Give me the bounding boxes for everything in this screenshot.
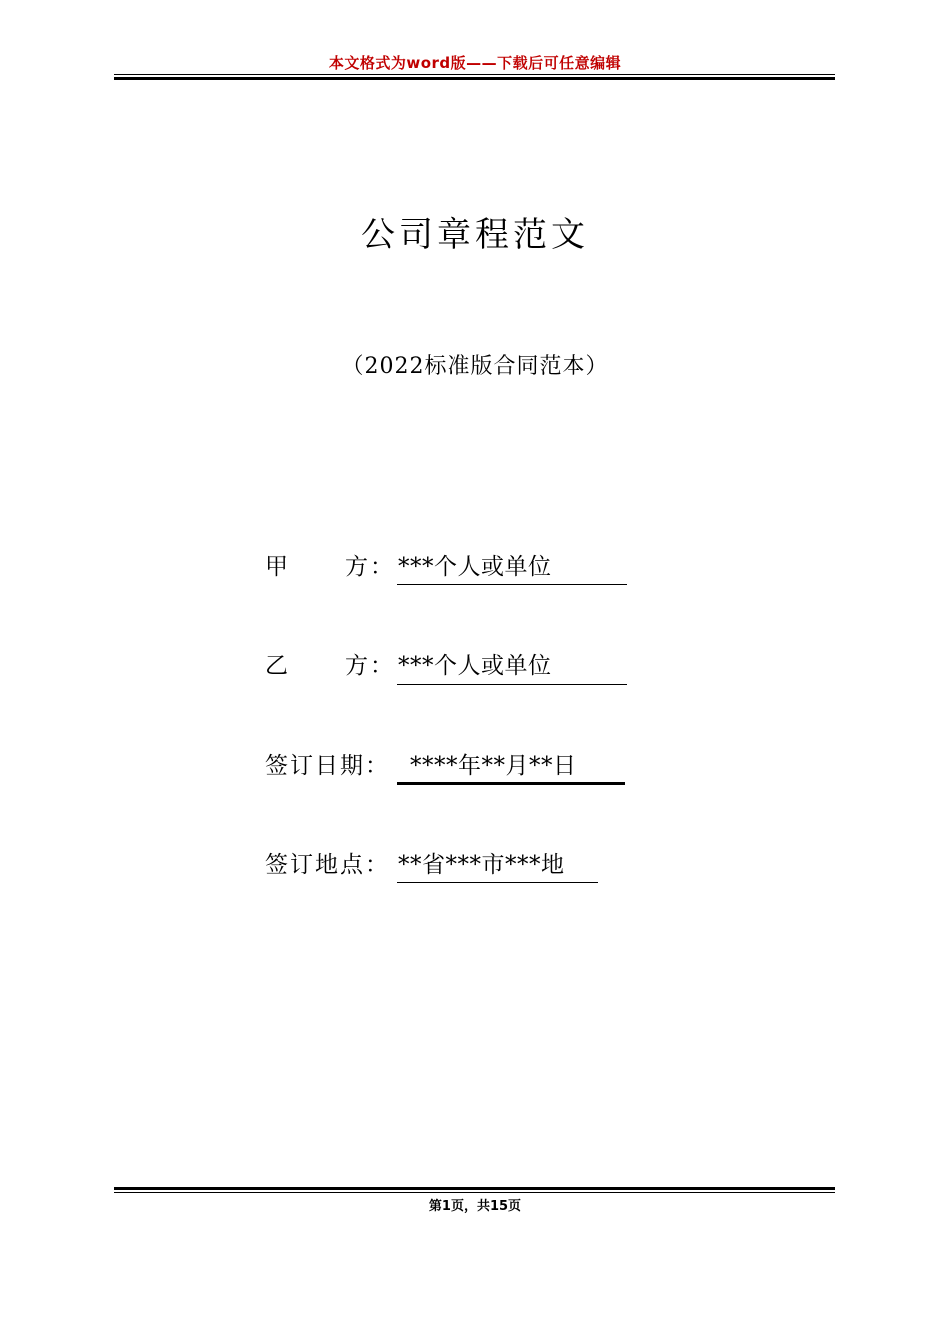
page-number: 第1页，共15页 — [428, 1199, 522, 1214]
header-rule-thin — [114, 74, 835, 75]
party-b-value: ***个人或单位 — [398, 653, 552, 679]
header-note: 本文格式为word版——下载后可任意编辑 — [328, 54, 622, 72]
party-a-underline — [397, 584, 627, 585]
party-b-label-suffix: 方： — [345, 653, 395, 679]
header-rule-thick — [114, 77, 835, 80]
sign-place-value: **省***市***地 — [398, 852, 565, 878]
sign-date-underline — [397, 782, 625, 785]
sign-date-label: 签订日期： — [265, 753, 390, 779]
document-subtitle: （2022标准版合同范本） — [341, 354, 609, 379]
footer-rule-thin — [114, 1192, 835, 1193]
sign-place-label: 签订地点： — [265, 852, 390, 878]
sign-date-value: ****年**月**日 — [410, 753, 577, 779]
party-a-label-suffix: 方： — [345, 554, 395, 580]
party-b-underline — [397, 684, 627, 685]
party-b-label-char: 乙 — [265, 653, 290, 679]
sign-place-underline — [397, 882, 598, 883]
party-a-value: ***个人或单位 — [398, 554, 552, 580]
party-a-label-char: 甲 — [265, 554, 290, 580]
footer-rule-thick — [114, 1187, 835, 1190]
document-title: 公司章程范文 — [361, 215, 589, 255]
